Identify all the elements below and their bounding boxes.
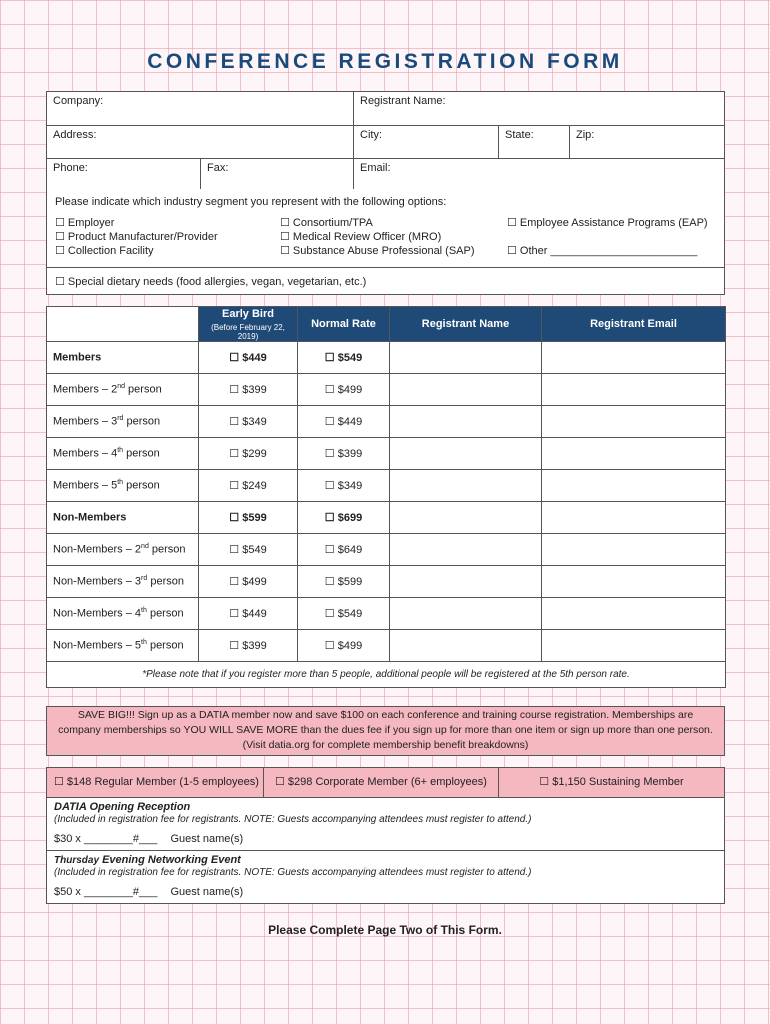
event-opening-reception bbox=[47, 798, 724, 850]
registrant-name-cell[interactable] bbox=[390, 598, 542, 630]
registrant-tier bbox=[47, 438, 199, 470]
rates-table bbox=[46, 306, 726, 688]
address-label: Address: bbox=[53, 129, 97, 141]
fax-field[interactable] bbox=[200, 158, 353, 190]
normal-price-checkbox[interactable]: ☐ $649 bbox=[298, 534, 390, 566]
event-title bbox=[54, 854, 717, 866]
event-title: DATIA Opening Reception bbox=[54, 801, 191, 813]
registrant-name-field[interactable] bbox=[353, 92, 725, 125]
tier-base: Non-Members – 4 bbox=[53, 607, 142, 620]
table-row bbox=[47, 566, 726, 598]
tier-base: Members – 5 bbox=[53, 479, 118, 492]
registrant-tier bbox=[47, 502, 199, 534]
event-note: (Included in registration fee for registrants. NOTE: Guests accompanying attendees must register to attend.) bbox=[54, 867, 532, 878]
tier-base: Members – 3 bbox=[53, 415, 118, 428]
zip-field[interactable] bbox=[569, 125, 725, 158]
tier-suffix: person bbox=[123, 479, 160, 492]
save-big-line-1: SAVE BIG!!! Sign up as a DATIA member now and save $100 on each conference and training course registration. Memberships are bbox=[77, 709, 694, 721]
option-consortium-tpa[interactable]: ☐ Consortium/TPA bbox=[280, 217, 373, 229]
option-sap[interactable]: ☐ Substance Abuse Professional (SAP) bbox=[280, 245, 475, 257]
tier-suffix: person bbox=[123, 415, 161, 428]
tier-suffix: person bbox=[146, 639, 184, 652]
registrant-email-cell[interactable] bbox=[542, 470, 726, 502]
save-big-line-3: (Visit datia.org for complete membership benefit breakdowns) bbox=[242, 739, 529, 751]
email-label: Email: bbox=[360, 162, 391, 174]
tier-base: Non-Members – 3 bbox=[53, 575, 142, 588]
tier-ordinal: nd bbox=[141, 543, 149, 551]
early-bird-price-checkbox[interactable]: ☐ $349 bbox=[199, 406, 298, 438]
industry-prompt: Please indicate which industry segment you represent with the following options: bbox=[55, 196, 447, 208]
save-big-line-2: company memberships so YOU WILL SAVE MORE than the dues fee if you sign up for more than one item or sign up more than one person. bbox=[58, 724, 713, 736]
registrant-name-cell[interactable] bbox=[390, 374, 542, 406]
page-two-instruction: Please Complete Page Two of This Form. bbox=[268, 923, 502, 937]
early-bird-price-checkbox[interactable]: ☐ $499 bbox=[199, 566, 298, 598]
option-other[interactable]: ☐ Other ________________________ bbox=[507, 245, 698, 257]
early-bird-price-checkbox[interactable]: ☐ $299 bbox=[199, 438, 298, 470]
option-mro[interactable]: ☐ Medical Review Officer (MRO) bbox=[280, 231, 442, 243]
company-label: Company: bbox=[53, 95, 104, 107]
save-big-banner bbox=[46, 706, 725, 756]
early-bird-price-checkbox[interactable]: ☐ $249 bbox=[199, 470, 298, 502]
blank-header bbox=[47, 307, 199, 342]
corporate-member-option[interactable]: ☐ $298 Corporate Member (6+ employees) bbox=[263, 767, 498, 798]
early-bird-price-checkbox[interactable]: ☐ $549 bbox=[199, 534, 298, 566]
tier-ordinal: th bbox=[117, 479, 124, 487]
normal-price-checkbox[interactable]: ☐ $699 bbox=[298, 502, 390, 534]
guest-names-label: Guest name(s) bbox=[170, 886, 244, 898]
registrant-email-cell[interactable] bbox=[542, 438, 726, 470]
table-row bbox=[47, 502, 726, 534]
option-dietary-needs[interactable]: ☐ Special dietary needs (food allergies, vegan, vegetarian, etc.) bbox=[55, 276, 367, 288]
table-row bbox=[47, 534, 726, 566]
dietary-section bbox=[46, 267, 725, 295]
registrant-tier bbox=[47, 406, 199, 438]
early-bird-price-checkbox[interactable]: ☐ $399 bbox=[199, 630, 298, 662]
tier-base: Members – 4 bbox=[53, 447, 118, 460]
registrant-name-cell[interactable] bbox=[390, 438, 542, 470]
option-product-manufacturer[interactable]: ☐ Product Manufacturer/Provider bbox=[55, 231, 218, 243]
early-bird-header bbox=[199, 307, 298, 342]
tier-suffix: person bbox=[146, 607, 184, 620]
event-guest-line[interactable] bbox=[54, 886, 717, 898]
normal-price-checkbox[interactable]: ☐ $599 bbox=[298, 566, 390, 598]
table-row bbox=[47, 470, 726, 502]
fax-label: Fax: bbox=[207, 162, 229, 174]
event-day: Thursday bbox=[54, 855, 100, 866]
registrant-name-cell[interactable] bbox=[390, 566, 542, 598]
option-eap[interactable]: ☐ Employee Assistance Programs (EAP) bbox=[507, 217, 708, 229]
registrant-tier bbox=[47, 534, 199, 566]
table-row bbox=[47, 598, 726, 630]
normal-price-checkbox[interactable]: ☐ $499 bbox=[298, 630, 390, 662]
event-title-text: Evening Networking Event bbox=[102, 854, 241, 866]
registrant-tier bbox=[47, 598, 199, 630]
registrant-email-cell[interactable] bbox=[542, 534, 726, 566]
table-row bbox=[47, 630, 726, 662]
tier-ordinal: nd bbox=[117, 383, 125, 391]
tier-base: Non-Members – 2 bbox=[53, 543, 142, 556]
tier-ordinal: th bbox=[141, 639, 147, 647]
normal-price-checkbox[interactable]: ☐ $549 bbox=[298, 598, 390, 630]
normal-price-checkbox[interactable]: ☐ $399 bbox=[298, 438, 390, 470]
sustaining-member-option[interactable]: ☐ $1,150 Sustaining Member bbox=[498, 767, 725, 798]
tier-ordinal: rd bbox=[117, 415, 124, 423]
events-section bbox=[46, 798, 725, 904]
registrant-email-cell[interactable] bbox=[542, 502, 726, 534]
form-title: CONFERENCE REGISTRATION FORM bbox=[147, 50, 623, 73]
normal-price-checkbox[interactable]: ☐ $349 bbox=[298, 470, 390, 502]
option-employer[interactable]: ☐ Employer bbox=[55, 217, 115, 229]
address-field[interactable] bbox=[47, 125, 353, 158]
company-field[interactable] bbox=[47, 92, 353, 125]
tier-base: Non-Members – 5 bbox=[53, 639, 142, 652]
normal-price-checkbox[interactable]: ☐ $449 bbox=[298, 406, 390, 438]
early-bird-deadline: (Before February 22, 2019) bbox=[211, 322, 285, 341]
normal-price-checkbox[interactable]: ☐ $549 bbox=[298, 342, 390, 374]
guest-names-label: Guest name(s) bbox=[170, 833, 244, 845]
early-bird-price-checkbox[interactable]: ☐ $399 bbox=[199, 374, 298, 406]
tier-suffix: person bbox=[148, 543, 186, 556]
tier-suffix: person bbox=[123, 447, 160, 460]
normal-price-checkbox[interactable]: ☐ $499 bbox=[298, 374, 390, 406]
normal-rate-header: Normal Rate bbox=[298, 307, 390, 342]
rates-note: *Please note that if you register more than 5 people, additional people will be registered at the 5th person rate. bbox=[47, 662, 726, 688]
registrant-tier bbox=[47, 342, 199, 374]
rates-note-row bbox=[47, 662, 726, 688]
registrant-tier bbox=[47, 630, 199, 662]
registrant-tier bbox=[47, 566, 199, 598]
event-price-line: $50 x ________#___ bbox=[54, 886, 158, 898]
registrant-name-cell[interactable] bbox=[390, 534, 542, 566]
tier-ordinal: th bbox=[141, 607, 147, 615]
industry-segment-section bbox=[46, 189, 725, 268]
registrant-name-cell[interactable] bbox=[390, 406, 542, 438]
registrant-email-header: Registrant Email bbox=[542, 307, 726, 342]
early-bird-label: Early Bird bbox=[222, 307, 274, 320]
table-row bbox=[47, 406, 726, 438]
registrant-name-cell[interactable] bbox=[390, 502, 542, 534]
contact-info-section bbox=[46, 91, 725, 190]
event-networking bbox=[47, 850, 724, 903]
city-field[interactable] bbox=[353, 125, 498, 158]
phone-field[interactable] bbox=[47, 158, 200, 190]
registrant-email-cell[interactable] bbox=[542, 630, 726, 662]
registrant-email-cell[interactable] bbox=[542, 342, 726, 374]
registrant-name-header: Registrant Name bbox=[390, 307, 542, 342]
tier-base: Members bbox=[53, 351, 102, 364]
tier-suffix: person bbox=[147, 575, 184, 588]
email-field[interactable] bbox=[353, 158, 725, 190]
tier-base: Non-Members bbox=[53, 511, 127, 524]
state-label: State: bbox=[505, 129, 534, 141]
registrant-email-cell[interactable] bbox=[542, 406, 726, 438]
tier-suffix: person bbox=[125, 383, 162, 396]
early-bird-price-checkbox[interactable]: ☐ $449 bbox=[199, 598, 298, 630]
event-price-line: $30 x ________#___ bbox=[54, 833, 158, 845]
event-guest-line[interactable] bbox=[54, 833, 717, 845]
table-row bbox=[47, 438, 726, 470]
state-field[interactable] bbox=[498, 125, 569, 158]
tier-ordinal: th bbox=[117, 447, 124, 455]
registrant-email-cell[interactable] bbox=[542, 598, 726, 630]
registrant-name-label: Registrant Name: bbox=[360, 95, 446, 107]
rates-header-row bbox=[47, 307, 726, 342]
tier-base: Members – 2 bbox=[53, 383, 118, 396]
registrant-name-cell[interactable] bbox=[390, 342, 542, 374]
early-bird-price-checkbox[interactable]: ☐ $599 bbox=[199, 502, 298, 534]
zip-label: Zip: bbox=[576, 129, 595, 141]
registrant-name-cell[interactable] bbox=[390, 630, 542, 662]
tier-ordinal: rd bbox=[141, 575, 148, 583]
registrant-tier bbox=[47, 374, 199, 406]
table-row bbox=[47, 374, 726, 406]
regular-member-option[interactable]: ☐ $148 Regular Member (1-5 employees) bbox=[46, 767, 263, 798]
event-note: (Included in registration fee for registrants. NOTE: Guests accompanying attendees must register to attend.) bbox=[54, 814, 532, 825]
registrant-email-cell[interactable] bbox=[542, 566, 726, 598]
early-bird-price-checkbox[interactable]: ☐ $449 bbox=[199, 342, 298, 374]
phone-label: Phone: bbox=[53, 162, 88, 174]
city-label: City: bbox=[360, 129, 382, 141]
membership-options-row bbox=[46, 767, 725, 798]
registrant-tier bbox=[47, 470, 199, 502]
registrant-email-cell[interactable] bbox=[542, 374, 726, 406]
registrant-name-cell[interactable] bbox=[390, 470, 542, 502]
option-collection-facility[interactable]: ☐ Collection Facility bbox=[55, 245, 154, 257]
table-row bbox=[47, 342, 726, 374]
